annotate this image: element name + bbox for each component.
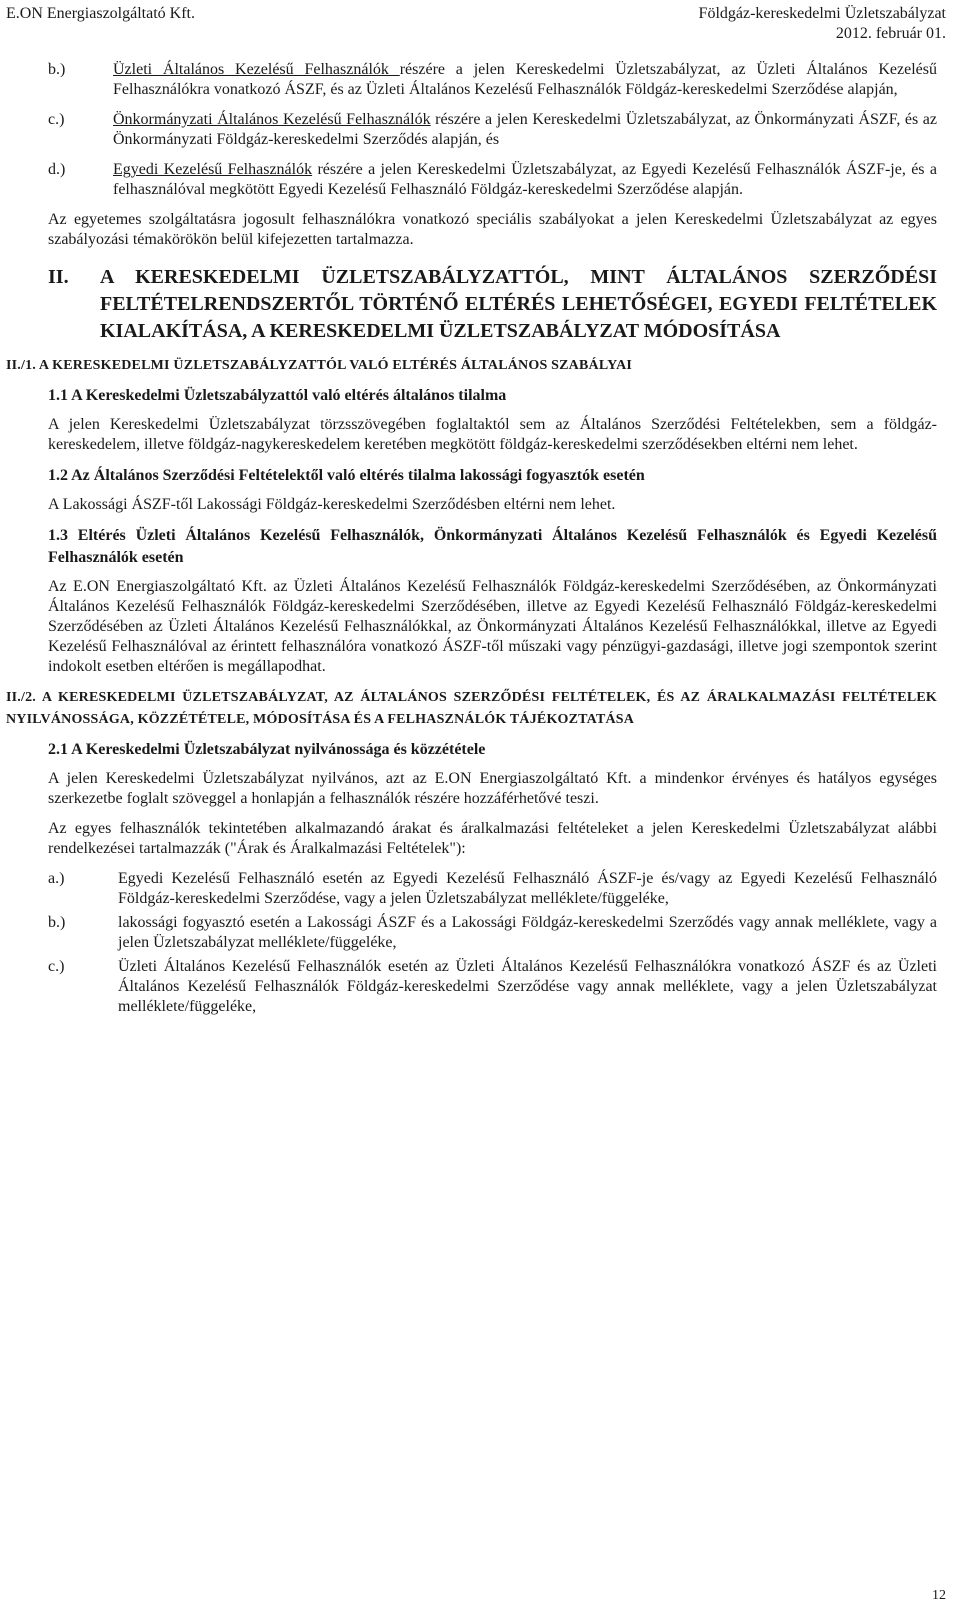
section-heading [48, 264, 937, 345]
subsection-heading: II./1. A KERESKEDELMI ÜZLETSZABÁLYZATTÓL VALÓ ELTÉRÉS ÁLTALÁNOS SZABÁLYAI [6, 358, 633, 373]
header-doc-date: 2012. február 01. [835, 25, 946, 42]
clause-title: 1.3 Eltérés Üzleti Általános Kezelésű Felhasználók, Önkormányzati Általános Kezelésű Felhasználók és Egyedi Kezelésű Felhasználók esetén [48, 527, 937, 566]
price-conditions-list [48, 869, 937, 1017]
list-item [48, 957, 937, 1017]
clause-title: 1.1 A Kereskedelmi Üzletszabályzattól való eltérés általános tilalma [48, 387, 507, 404]
paragraph: A jelen Kereskedelmi Üzletszabályzat nyilvános, azt az E.ON Energiaszolgáltató Kft. a mindenkor érvényes és hatályos egységes szerkezetbe foglalt szöveggel a honlapján a felhasználók részére hozzáférhetővé teszi. [48, 770, 937, 807]
header-doc-info [699, 4, 946, 44]
list-item [48, 60, 937, 100]
underlined-term: Egyedi Kezelésű Felhasználók [113, 161, 313, 178]
paragraph: Az egyes felhasználók tekintetében alkalmazandó árakat és áralkalmazási feltételeket a jelen Kereskedelmi Üzletszabályzat alábbi rendelkezései tartalmazzák ("Árak és Áralkalmazási Feltételek"): [48, 820, 937, 857]
section-title: A KERESKEDELMI ÜZLETSZABÁLYZATTÓL, MINT ÁLTALÁNOS SZERZŐDÉSI FELTÉTELRENDSZERTŐL TÖRTÉNŐ ELTÉRÉS LEHETŐSÉGEI, EGYEDI FELTÉTELEK KIALAKÍTÁSA, A KERESKEDELMI ÜZLETSZABÁLYZAT MÓDOSÍTÁSA [100, 266, 937, 342]
underlined-term: Üzleti Általános Kezelésű Felhasználók [113, 61, 400, 78]
list-item-text: részére a jelen Kereskedelmi Üzletszabályzat, az Önkormányzati ÁSZF, és az Önkormányzati Földgáz-kereskedelmi Szerződés alapján, és [113, 111, 937, 148]
list-item-label: a.) [48, 870, 65, 887]
list-item [48, 869, 937, 909]
list-item-text: Üzleti Általános Kezelésű Felhasználók esetén az Üzleti Általános Kezelésű Felhasználókra vonatkozó ÁSZF és az Üzleti Általános Kezelésű Felhasználók Földgáz-kereskedelmi Szerződése vagy annak melléklete, vagy a jelen Üzletszabályzat melléklete/függeléke, [118, 958, 937, 1015]
list-item-text: Egyedi Kezelésű Felhasználó esetén az Egyedi Kezelésű Felhasználó ÁSZF-je és/vagy az Egyedi Kezelésű Felhasználó Földgáz-kereskedelmi Szerződése, vagy a jelen Üzletszabályzat melléklete/függeléke, [118, 870, 937, 907]
paragraph: A jelen Kereskedelmi Üzletszabályzat törzsszövegében foglaltaktól sem az Általános Szerződési Feltételekben, sem a földgáz-kereskedelem, illetve földgáz-nagykereskedelem keretében megkötött földgáz-kereskedelmi szerződésekben eltérni nem lehet. [48, 416, 937, 453]
page-number: 12 [932, 1588, 946, 1603]
header-doc-title: Földgáz-kereskedelmi Üzletszabályzat [698, 5, 946, 22]
list-item-label: c.) [48, 958, 65, 975]
list-item-label: b.) [48, 61, 66, 78]
paragraph: Az egyetemes szolgáltatásra jogosult felhasználókra vonatkozó speciális szabályokat a jelen Kereskedelmi Üzletszabályzat az egyes szabályozási témakörökön belül kifejezetten tartalmazza. [48, 211, 937, 248]
document-body [6, 60, 938, 1021]
list-item-text: részére a jelen Kereskedelmi Üzletszabályzat, az Egyedi Kezelésű Felhasználók ÁSZF-je, és a felhasználóval megkötött Egyedi Kezelésű Felhasználó Földgáz-kereskedelmi Szerződése alapján. [113, 161, 937, 198]
list-item-text: részére a jelen Kereskedelmi Üzletszabályzat, az Üzleti Általános Kezelésű Felhasználókra vonatkozó ÁSZF, és az Üzleti Általános Kezelésű Felhasználók Földgáz-kereskedelmi Szerződése alapján, [113, 61, 938, 98]
underlined-term: Önkormányzati Általános Kezelésű Felhasználók [113, 111, 431, 128]
subsection-heading: II./2. A KERESKEDELMI ÜZLETSZABÁLYZAT, AZ ÁLTALÁNOS SZERZŐDÉSI FELTÉTELEK, ÉS AZ ÁRALKALMAZÁSI FELTÉTELEK NYILVÁNOSSÁGA, KÖZZÉTÉTELE, MÓDOSÍTÁSA ÉS A FELHASZNÁLÓK TÁJÉKOZTATÁSA [6, 690, 937, 727]
list-item [48, 160, 937, 200]
paragraph: A Lakossági ÁSZF-től Lakossági Földgáz-kereskedelmi Szerződésben eltérni nem lehet. [48, 496, 616, 513]
clause-title: 2.1 A Kereskedelmi Üzletszabályzat nyilvánossága és közzététele [48, 741, 486, 758]
header-company: E.ON Energiaszolgáltató Kft. [6, 5, 195, 22]
list-item-label: c.) [48, 111, 65, 128]
list-item-label: b.) [48, 914, 66, 931]
list-item [48, 913, 937, 953]
list-item-label: d.) [48, 161, 66, 178]
paragraph: Az E.ON Energiaszolgáltató Kft. az Üzleti Általános Kezelésű Felhasználók Földgáz-kereskedelmi Szerződésében, az Önkormányzati Általános Kezelésű Felhasználók Földgáz-kereskedelmi Szerződésében, illetve az Egyedi Kezelésű Felhasználó Földgáz-kereskedelmi Szerződésében az Üzleti Általános Kezelésű Felhasználókkal, az Önkormányzati Általános Kezelésű Felhasználókkal, illetve az Egyedi Kezelésű Felhasználóval az érintett felhasználóra vonatkozó ÁSZF-től műszaki vagy pénzügyi-gazdasági, illetve jogi szempontok szerint indokolt esetben eltérően is megállapodhat. [48, 578, 937, 675]
section-number: II. [48, 266, 69, 288]
list-item [48, 110, 937, 150]
clause-title: 1.2 Az Általános Szerződési Feltételektől való eltérés tilalma lakossági fogyasztók esetén [48, 467, 645, 484]
list-item-text: lakossági fogyasztó esetén a Lakossági ÁSZF és a Lakossági Földgáz-kereskedelmi Szerződés vagy annak melléklete, vagy a jelen Üzletszabályzat melléklete/függeléke, [118, 914, 937, 951]
